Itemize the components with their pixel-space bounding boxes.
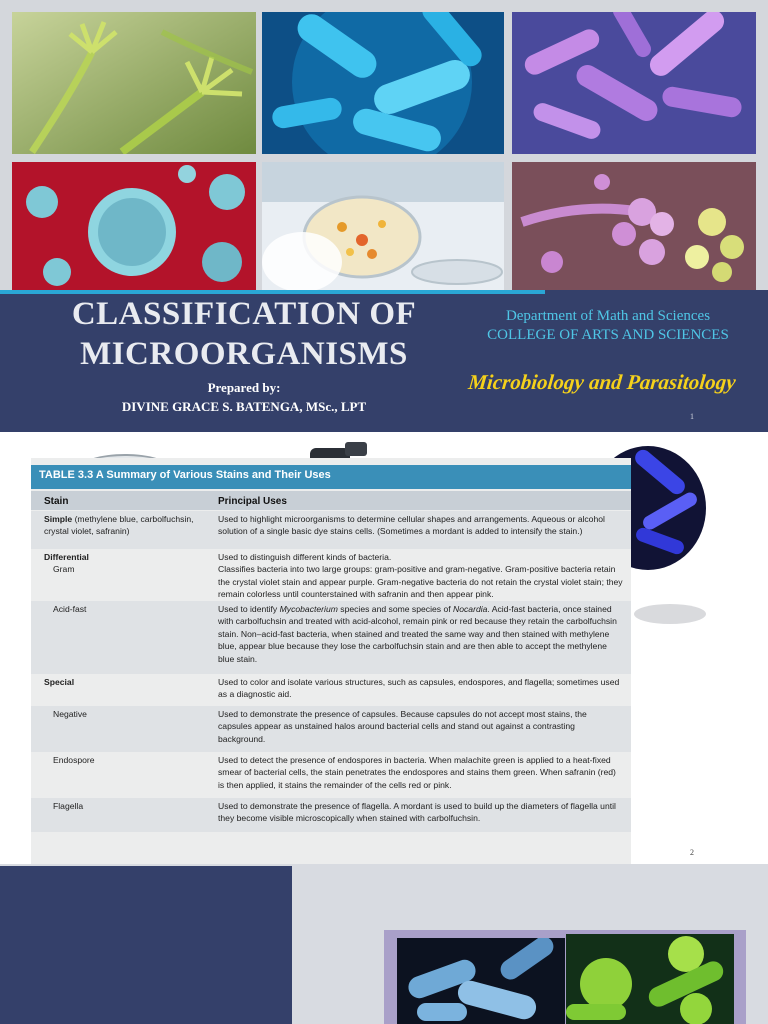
prepared-by-label: Prepared by:	[207, 380, 281, 395]
penicillium-mold-image	[12, 12, 256, 154]
stain-name: Differential	[44, 552, 89, 562]
table-title: TABLE 3.3 A Summary of Various Stains and Their Uses	[39, 469, 331, 481]
stain-subtype: Negative	[53, 709, 87, 719]
use-cell	[218, 551, 623, 601]
blue-bacteria-image	[397, 938, 565, 1024]
red-virus-image	[12, 162, 256, 290]
purple-bacteria-image	[512, 12, 756, 154]
petri-dish-image	[262, 162, 504, 290]
use-cell: Used to demonstrate the presence of flagella. A mordant is used to build up the diameters of flagella until they become visible microscopically when stained with carbolfuchsin.	[218, 801, 616, 824]
use-text: . Acid-fast bacteria, once stained with carbolfuchsin and treated with acid-alcohol, remain pink or red because they retain the carbolfuchsin stain. Non–acid-fast bacteria, when stained and treated the same way and then stained with methylene blue, appear blue because they lose the carbolfuchsin stain and are then able to accept the methylene blue stain.	[218, 604, 617, 664]
table-row-special	[31, 674, 631, 706]
genus-name: Mycobacterium	[279, 604, 338, 614]
title-slide	[0, 0, 768, 432]
stain-cell	[44, 513, 214, 538]
stain-cell	[44, 551, 214, 576]
table-row-differential	[31, 549, 631, 601]
column-header-bar	[31, 491, 631, 510]
title-line-1: CLASSIFICATION OF	[71, 296, 417, 332]
stains-table	[31, 458, 631, 864]
use-text-gram: Classifies bacteria into two large groups: gram-positive and gram-negative. Gram-positive bacteria retain the crystal violet stain and appear purple. Gram-negative bacteria do not retain the crystal violet stain; they remain colorless until counterstained with safranin and then appear pink.	[218, 564, 623, 600]
page-number: 1	[690, 412, 694, 421]
use-text: Used to distinguish different kinds of bacteria.	[218, 552, 392, 562]
genus-name: Nocardia	[453, 604, 488, 614]
use-cell: Used to detect the presence of endospores in bacteria. When malachite green is applied to a heat-fixed smear of bacterial cells, the stain penetrates the endospores and stains them green. When safranin (red) is then applied, it stains the remainder of the cells red or pink.	[218, 755, 616, 790]
table-row-acid-fast	[31, 601, 631, 674]
budding-yeast-image	[512, 162, 756, 290]
use-text: Used to identify	[218, 604, 280, 614]
department-name: Department of Math and Sciences	[505, 308, 711, 324]
page-number: 2	[690, 848, 694, 857]
stain-cell	[44, 676, 214, 688]
stain-detail: (methylene blue, carbolfuchsin, crystal violet, safranin)	[44, 514, 194, 537]
presentation-title	[30, 294, 458, 374]
title-line-2: MICROORGANISMS	[80, 336, 408, 372]
college-name: COLLEGE OF ARTS AND SCIENCES	[487, 327, 729, 343]
use-cell: Used to highlight microorganisms to determine cellular shapes and arrangements. Aqueous or alcohol solution of a single basic dye stains cells. (Sometimes a mordant is added to intensify the stain.)	[218, 514, 605, 537]
stain-subtype: Gram	[53, 564, 75, 575]
left-panel	[0, 866, 292, 1024]
table-row-endospore	[31, 752, 631, 798]
use-text: species and some species of	[337, 604, 454, 614]
table-title-bar	[31, 465, 631, 489]
subject-title: Microbiology and Parasitology	[467, 370, 737, 394]
stain-subtype: Flagella	[53, 801, 84, 811]
use-cell: Used to demonstrate the presence of capsules. Because capsules do not accept most stains, the capsules appear as unstained halos around bacterial cells and stand out against a contrasting background.	[218, 709, 587, 744]
table-row-flagella	[31, 798, 631, 832]
stains-table-slide	[0, 432, 768, 864]
table-row-simple	[31, 511, 631, 549]
blue-bacteria-image	[262, 12, 504, 154]
column-header-stain: Stain	[44, 496, 69, 507]
third-slide	[0, 864, 768, 1024]
stain-subtype: Acid-fast	[53, 604, 87, 614]
stain-name: Simple	[44, 514, 73, 524]
use-cell	[218, 603, 623, 665]
author-name: DIVINE GRACE S. BATENGA, MSc., LPT	[121, 399, 367, 414]
stain-subtype: Endospore	[53, 755, 95, 765]
stain-name: Special	[44, 677, 75, 687]
green-bacteria-image	[566, 934, 734, 1024]
use-cell: Used to color and isolate various structures, such as capsules, endospores, and flagella; sometimes used as a diagnostic aid.	[218, 677, 620, 700]
table-row-negative	[31, 706, 631, 752]
column-header-uses: Principal Uses	[218, 496, 287, 507]
